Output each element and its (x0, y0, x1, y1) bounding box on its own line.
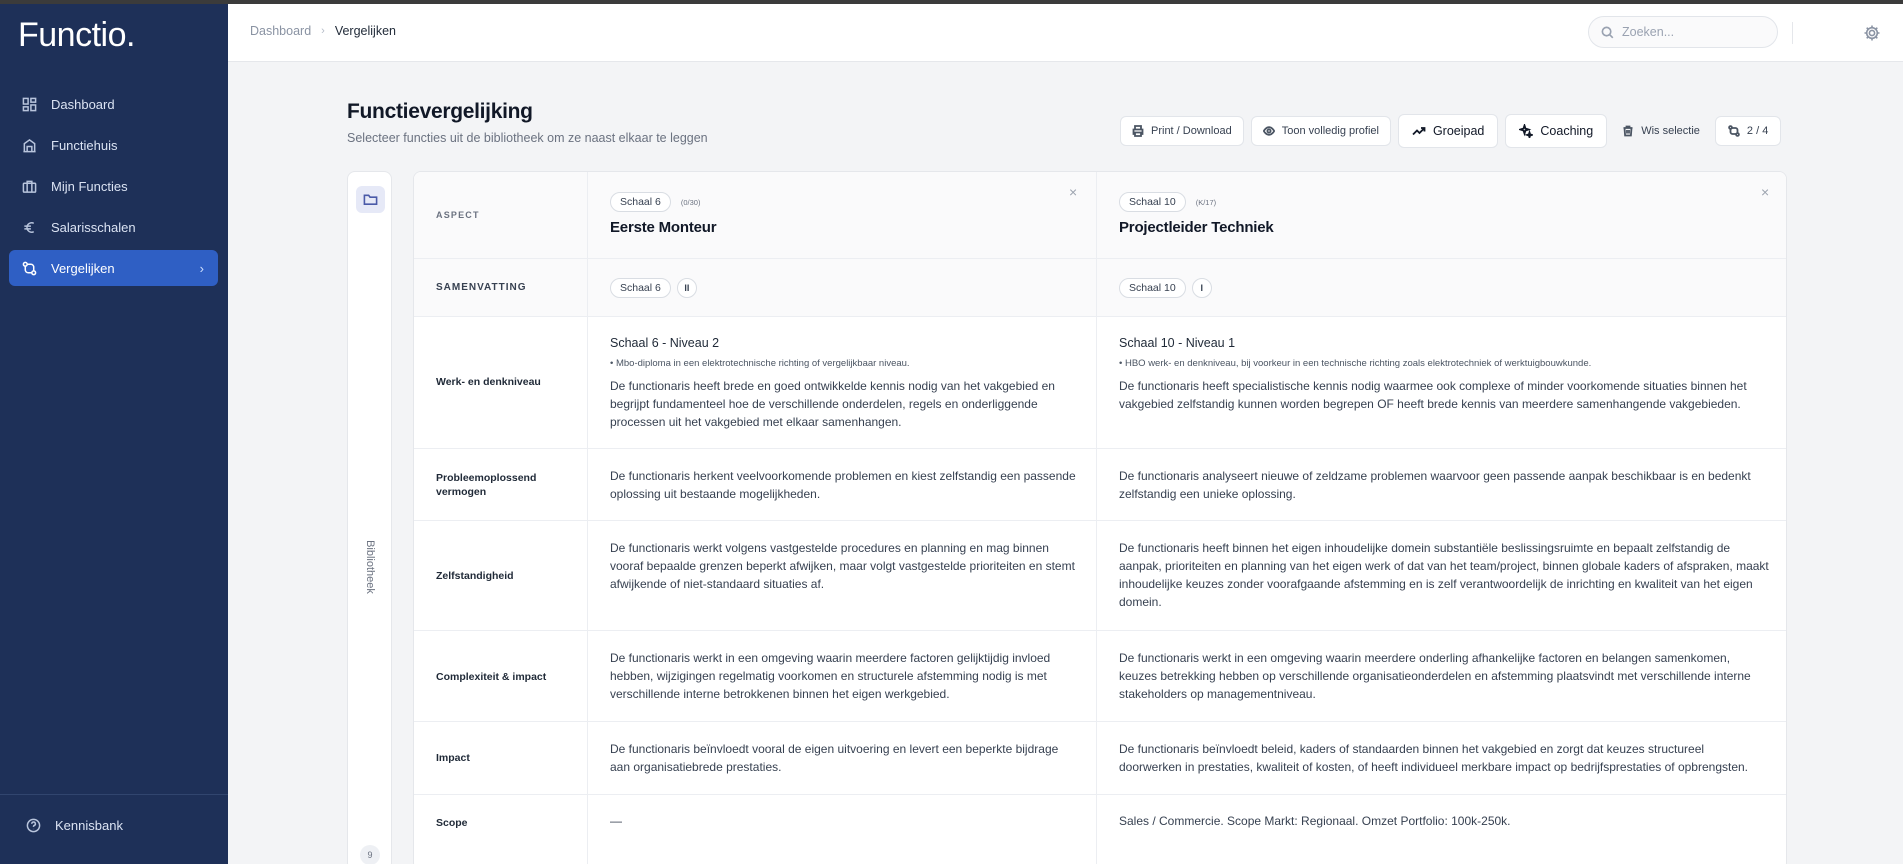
briefcase-icon (21, 178, 37, 194)
topbar (228, 4, 1903, 62)
row-label-cell (414, 631, 588, 721)
search-icon (1601, 26, 1614, 39)
compare-icon (21, 260, 37, 276)
summary-badges (1119, 278, 1212, 298)
row-value-cell (588, 722, 1097, 794)
function-meta (610, 192, 700, 212)
trash-icon (1622, 125, 1634, 137)
table-row (414, 449, 1787, 521)
compare-icon (1728, 125, 1740, 137)
show-full-profile-button[interactable] (1251, 116, 1391, 146)
dashboard-grid-icon (21, 96, 37, 112)
table-header-row (414, 172, 1787, 259)
row-label-cell (414, 449, 588, 520)
row-value-cell (1097, 449, 1787, 520)
row-value-cell (588, 521, 1097, 630)
row-value-cell (588, 449, 1097, 520)
aspect-header-label: ASPECT (436, 210, 480, 220)
sidebar-item-label: Dashboard (51, 96, 115, 112)
sidebar-item-mijn-functies[interactable] (9, 168, 218, 204)
row-label: Werk- en denkniveau (436, 376, 541, 388)
function-code: (0/30) (680, 197, 701, 207)
summary-row (414, 259, 1787, 317)
breadcrumb (250, 24, 396, 38)
sidebar-item-dashboard[interactable] (9, 86, 218, 122)
summary-label: SAMENVATTING (436, 282, 527, 293)
scale-badge: Schaal 6 (610, 192, 671, 212)
groeipad-button[interactable] (1398, 114, 1498, 148)
row-value-cell (588, 631, 1097, 721)
row-value-cell (1097, 722, 1787, 794)
printer-icon (1132, 125, 1144, 137)
folder-icon[interactable] (356, 186, 385, 213)
coaching-label: Coaching (1540, 124, 1594, 138)
scale-badge: Schaal 10 (1119, 192, 1186, 212)
row-value-cell (1097, 631, 1787, 721)
sidebar-item-vergelijken[interactable] (9, 250, 218, 286)
remove-function-close-icon[interactable]: × (1761, 184, 1770, 200)
requirement-bullet: • Mbo-diploma in een elektrotechnische richting of vergelijkbaar niveau. (610, 358, 910, 369)
euro-icon (21, 219, 37, 235)
function-title: Projectleider Techniek (1119, 219, 1274, 236)
row-label-cell (414, 722, 588, 794)
search-input[interactable] (1622, 25, 1762, 39)
row-value: De functionaris analyseert nieuwe of zeldzame problemen waarvoor geen passende aanpak beschikbaar is en bedenkt zelfstandig een unieke oplossing. (1119, 469, 1751, 501)
function-title: Eerste Monteur (610, 219, 717, 236)
comparison-table (413, 171, 1787, 864)
table-row (414, 795, 1787, 864)
clear-selection-label: Wis selectie (1641, 125, 1700, 137)
breadcrumb-dashboard[interactable]: Dashboard (250, 24, 312, 38)
building-icon (21, 137, 37, 153)
row-label: Impact (436, 752, 470, 764)
level-badge: I (1192, 278, 1212, 298)
print-download-label: Print / Download (1151, 125, 1232, 137)
sidebar-nav (9, 86, 218, 291)
sidebar-item-label: Vergelijken (51, 260, 115, 276)
sidebar-item-kennisbank[interactable] (9, 807, 219, 843)
chevron-right-icon: › (199, 260, 204, 276)
row-label: Zelfstandigheid (436, 570, 514, 582)
row-value-cell (588, 317, 1097, 448)
summary-badges (610, 278, 697, 298)
trending-up-icon (1412, 124, 1426, 138)
row-label-cell (414, 521, 588, 630)
row-value-cell (1097, 317, 1787, 448)
row-label: Scope (436, 817, 468, 829)
scale-badge: Schaal 10 (1119, 278, 1186, 298)
scale-level-text: Schaal 10 - Niveau 1 (1119, 336, 1236, 350)
table-row (414, 317, 1787, 449)
sidebar-item-functiehuis[interactable] (9, 127, 218, 163)
eye-icon (1263, 125, 1275, 137)
search-box[interactable] (1588, 16, 1778, 48)
row-value: De functionaris werkt volgens vastgestelde procedures en planning en mag binnen vooraf bepaalde grenzen beperkt afwijken, maar volgt vastgestelde prioriteiten en stemt afwijkende of niet-standaard situaties af. (610, 541, 1075, 591)
selection-counter[interactable] (1715, 116, 1781, 146)
page-subtitle: Selecteer functies uit de bibliotheek om ze naast elkaar te leggen (347, 131, 708, 145)
table-row (414, 521, 1787, 631)
row-value-cell (1097, 795, 1787, 864)
clear-selection-button[interactable] (1614, 116, 1708, 146)
row-label-cell (414, 795, 588, 864)
scale-badge: Schaal 6 (610, 278, 671, 298)
groeipad-label: Groeipad (1432, 124, 1485, 138)
function-column-header (1097, 172, 1787, 258)
library-toggle[interactable] (358, 507, 382, 627)
breadcrumb-current: Vergelijken (334, 24, 396, 38)
function-code: (K/17) (1195, 197, 1217, 207)
function-column-header (588, 172, 1097, 258)
show-full-profile-label: Toon volledig profiel (1281, 125, 1379, 137)
sparkles-icon (1519, 124, 1533, 138)
table-row (414, 722, 1787, 795)
row-value: — (610, 814, 622, 828)
coaching-button[interactable] (1505, 114, 1607, 148)
sidebar-footer (0, 794, 228, 843)
description-text: De functionaris heeft specialistische kennis nodig waarmee ook complexe of minder voorkomende situaties binnen het vakgebied zelfstandig kunnen worden begrepen OF heeft brede kennis van meerdere samenhangende vakgebieden. (1119, 379, 1747, 411)
level-badge: II (677, 278, 697, 298)
library-count-badge: 9 (360, 845, 380, 864)
requirement-bullet: • HBO werk- en denkniveau, bij voorkeur in een technische richting zoals elektrotechniek of werktuigbouwkunde. (1119, 358, 1592, 369)
library-rail (347, 171, 392, 864)
row-value: De functionaris beïnvloedt beleid, kaders of standaarden binnen het vakgebied en zorgt dat keuzes structureel doorwerken in prestaties, kwaliteit of kosten, of heeft individueel merkbare impact op bedrijfsprestaties of opbrengsten. (1119, 742, 1749, 774)
print-download-button[interactable] (1120, 116, 1244, 146)
settings-gear-icon[interactable] (1863, 24, 1881, 42)
aspect-header-cell (414, 172, 588, 258)
row-value: De functionaris beïnvloedt vooral de eigen uitvoering en levert een beperkte bijdrage aan organisatiebrede prestaties. (610, 742, 1059, 774)
library-label: Bibliotheek (364, 540, 377, 594)
row-label: Probleemoplossend vermogen (436, 472, 537, 498)
selection-counter-value: 2 / 4 (1746, 125, 1769, 137)
row-value (610, 334, 1078, 431)
sidebar-item-label: Salarisschalen (51, 219, 136, 235)
row-value: Sales / Commercie. Scope Markt: Regionaal. Omzet Portfolio: 100k-250k. (1119, 814, 1511, 828)
row-label-cell (414, 317, 588, 448)
row-label: Complexiteit & impact (436, 671, 547, 683)
summary-label-cell (414, 259, 588, 316)
function-meta (1119, 192, 1216, 212)
row-value: De functionaris herkent veelvoorkomende problemen en kiest zelfstandig een passende oplossing uit bestaande mogelijkheden. (610, 469, 1076, 501)
summary-cell (588, 259, 1097, 316)
description-text: De functionaris heeft brede en goed ontwikkelde kennis nodig van het vakgebied en begrijpt fundamenteel hoe de verschillende onderdelen, regels en onderliggende processen uit het vakgebied met elkaar samenhangen. (610, 379, 1055, 429)
page-title: Functievergelijking (347, 100, 533, 123)
sidebar-item-label: Mijn Functies (51, 178, 128, 194)
divider (1792, 22, 1793, 44)
row-value: De functionaris werkt in een omgeving waarin meerdere factoren gelijktijdig invloed hebben, wijzigingen regelmatig voorkomen en structurele afstemming nodig is met verschillende interne betrokkenen binnen het eigen werkgebied. (610, 651, 1051, 701)
sidebar-item-label: Functiehuis (51, 137, 118, 153)
chevron-right-icon: › (321, 25, 325, 37)
row-value-cell (1097, 521, 1787, 630)
row-value (1119, 334, 1770, 413)
table-row (414, 631, 1787, 722)
app-logo[interactable]: Functio. (18, 16, 135, 54)
sidebar (0, 4, 228, 864)
sidebar-item-salarisschalen[interactable] (9, 209, 218, 245)
sidebar-item-label: Kennisbank (55, 817, 123, 833)
row-value: De functionaris werkt in een omgeving waarin meerdere onderling afhankelijke factoren en belangen samenkomen, keuzes betrekking hebben op verschillende organisatieonderdelen en afstemming plaatsvindt met verschillende interne stakeholders op managementniveau. (1119, 651, 1751, 701)
row-value-cell (588, 795, 1097, 864)
scale-level-text: Schaal 6 - Niveau 2 (610, 336, 720, 350)
help-circle-icon (25, 817, 41, 833)
remove-function-close-icon[interactable]: × (1069, 184, 1078, 200)
row-value: De functionaris heeft binnen het eigen inhoudelijke domein substantiële beslissingsruimte en bepaalt zelfstandig de aanpak, prioriteiten en planning van het eigen werk of dat van het team/project, binnen globale kaders of afspraken, maakt inhoudelijke keuzes zonder voorafgaande afstemming en is zelf verantwoordelijk de inrichting en kwaliteit van het eigen domein. (1119, 541, 1769, 609)
toolbar (1120, 115, 1788, 147)
summary-cell (1097, 259, 1787, 316)
